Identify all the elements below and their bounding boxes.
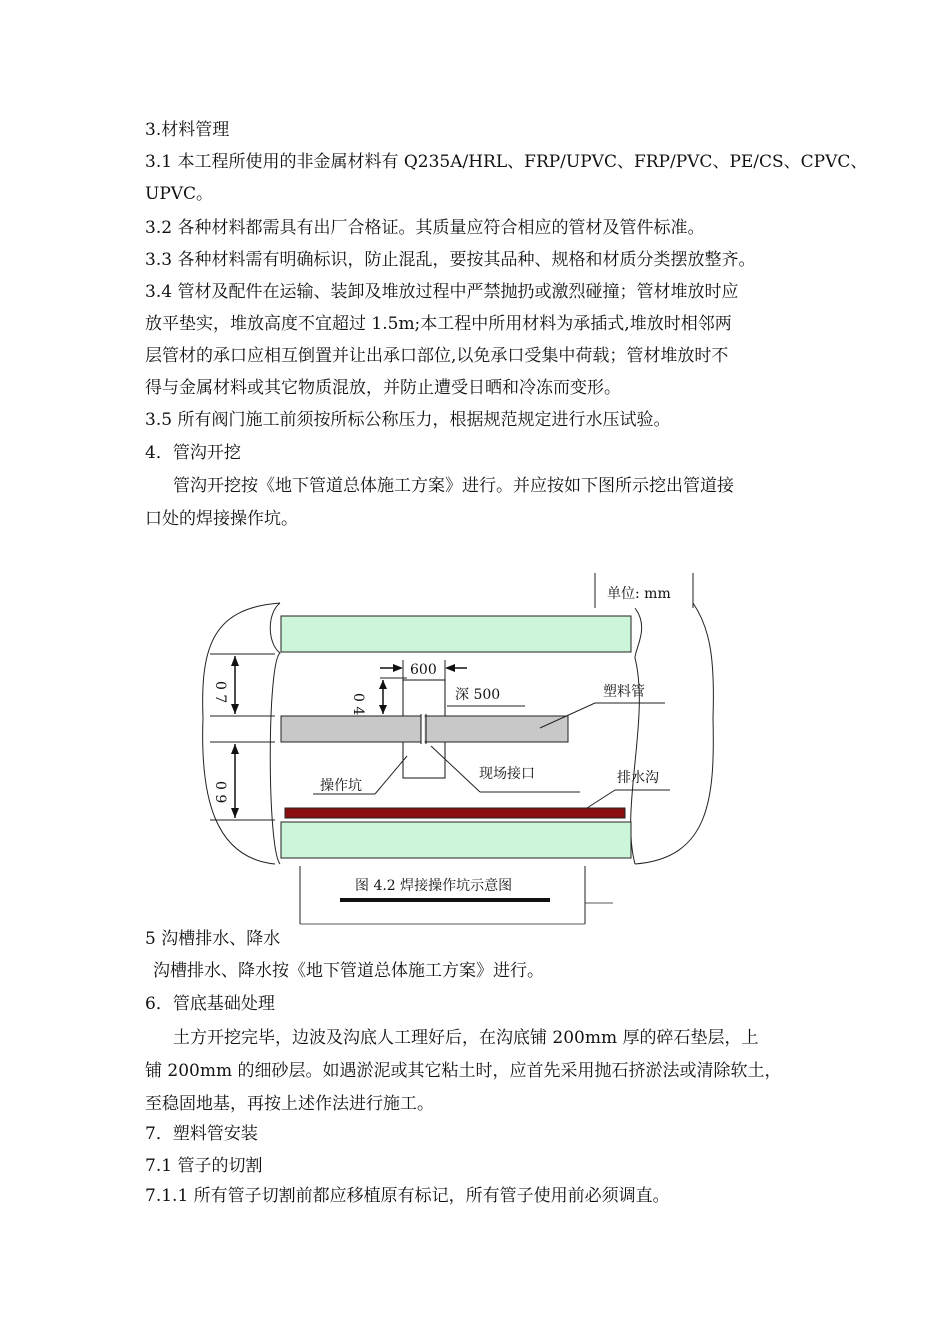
para-3-4-c: 层管材的承口应相互倒置并让出承口部位,以免承口受集中荷载；管材堆放时不 (145, 346, 729, 366)
dim-left-lower: 0 9 (212, 781, 228, 804)
heading-7-1: 7.1 管子的切割 (145, 1156, 263, 1176)
heading-5: 5 沟槽排水、降水 (145, 929, 281, 949)
plastic-pipe-label: 塑料管 (603, 684, 645, 700)
welding-pit-figure (195, 568, 715, 928)
para-3-3: 3.3 各种材料需有明确标识，防止混乱，要按其品种、规格和材质分类摆放整齐。 (145, 250, 756, 270)
depth-label: 深 500 (455, 687, 501, 703)
para-6-a: 土方开挖完毕，边波及沟底人工理好后，在沟底铺 200mm 厚的碎石垫层，上 (173, 1028, 759, 1048)
unit-label: 单位: mm (607, 586, 671, 602)
para-4-a: 管沟开挖按《地下管道总体施工方案》进行。并应按如下图所示挖出管道接 (173, 476, 734, 496)
para-3-1-a: 3.1 本工程所使用的非金属材料有 Q235A/HRL、FRP/UPVC、FRP/PVC、PE/CS、CPVC、 (145, 152, 868, 172)
figure-caption: 图 4.2 焊接操作坑示意图 (355, 878, 513, 894)
drain-trench-band (285, 808, 625, 818)
figure-outline (203, 603, 280, 864)
heading-4: 4．管沟开挖 (145, 443, 241, 463)
para-3-5: 3.5 所有阀门施工前须按所标公称压力，根据规范规定进行水压试验。 (145, 410, 671, 430)
para-7-1-1: 7.1.1 所有管子切割前都应移植原有标记，所有管子使用前必须调直。 (145, 1186, 670, 1206)
joint-label: 现场接口 (479, 766, 535, 782)
para-3-4-b: 放平垫实，堆放高度不宜超过 1.5m;本工程中所用材料为承插式,堆放时相邻两 (145, 314, 732, 334)
dim-600: 600 (410, 662, 437, 678)
para-3-4-a: 3.4 管材及配件在运输、装卸及堆放过程中严禁抛扔或激烈碰撞；管材堆放时应 (145, 282, 739, 302)
para-3-1-b: UPVC。 (145, 184, 214, 204)
bottom-ground-band (281, 822, 631, 858)
para-5: 沟槽排水、降水按《地下管道总体施工方案》进行。 (153, 961, 544, 981)
para-3-4-d: 得与金属材料或其它物质混放，并防止遭受日晒和冷冻而变形。 (145, 378, 621, 398)
para-6-c: 至稳固地基，再按上述作法进行施工。 (145, 1094, 434, 1114)
drain-label: 排水沟 (617, 770, 659, 786)
heading-3: 3.材料管理 (145, 120, 230, 140)
top-ground-band (281, 616, 631, 652)
para-6-b: 铺 200mm 的细砂层。如遇淤泥或其它粘土时，应首先采用抛石挤淤法或清除软土， (145, 1061, 782, 1081)
pit-label: 操作坑 (320, 778, 362, 794)
para-3-2: 3.2 各种材料都需具有出厂合格证。其质量应符合相应的管材及管件标准。 (145, 218, 705, 238)
heading-7: 7．塑料管安装 (145, 1124, 258, 1144)
dim-left-upper: 0 7 (212, 681, 228, 704)
para-4-b: 口处的焊接操作坑。 (145, 509, 298, 529)
heading-6: 6．管底基础处理 (145, 994, 275, 1014)
dim-inner: 0 4 (350, 693, 366, 716)
